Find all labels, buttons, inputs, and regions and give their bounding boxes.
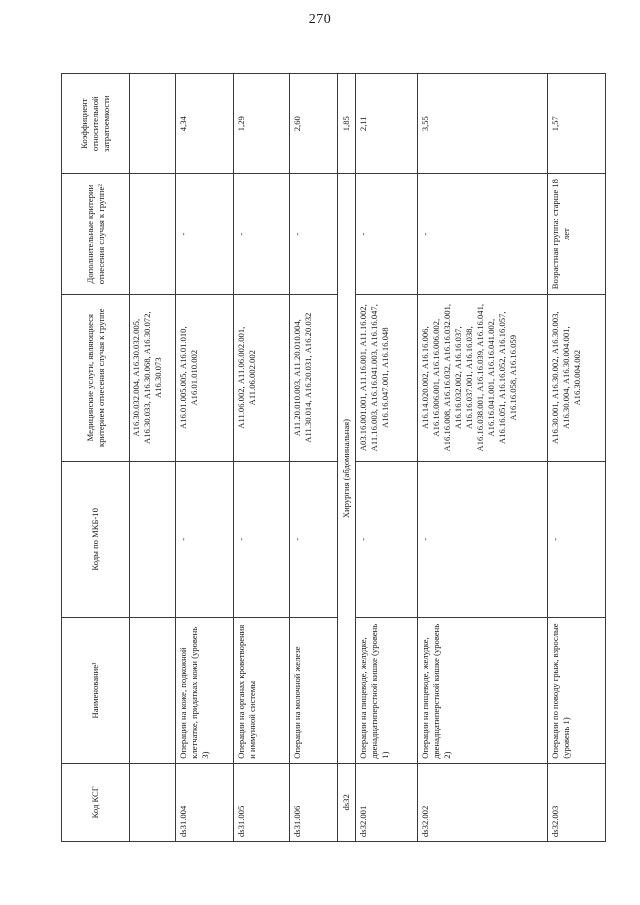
- cell-coef: 2,60: [290, 74, 338, 174]
- cell-services: А03.16.001.001, А11.16.001, А11.16.002, А11.16.003, А16.16.041.003, А16.16.047, А16.16.047.001, А16.16.048: [356, 294, 418, 461]
- cell-mkb: -: [176, 461, 234, 618]
- cell-code: ds31.004: [176, 763, 234, 841]
- header-coef: Коэффициент относительной затратоемкости: [62, 74, 130, 174]
- cell-criteria: -: [356, 174, 418, 294]
- section-coef: 1,85: [338, 74, 356, 174]
- cell-services: А16.30.001, А16.30.002, А16.30.003, А16.30.004, А16.30.004.001, А16.30.004.002: [548, 294, 606, 461]
- cell-mkb: -: [290, 461, 338, 618]
- cell-services: А16.30.032.004, А16.30.032.005, А16.30.033, А16.30.068, А16.30.072, А16.30.073: [130, 294, 176, 461]
- cell-coef: 1,29: [234, 74, 290, 174]
- section-code: ds32: [338, 763, 356, 841]
- cell-name: Операции по поводу грыж, взрослые (уровень 1): [548, 618, 606, 764]
- rotated-table-container: [61, 73, 582, 842]
- cell-code: ds32.001: [356, 763, 418, 841]
- cell-services: А16.01.005.005, А16.01.010, А16.01.010.002: [176, 294, 234, 461]
- table-row: [290, 74, 338, 842]
- cell-coef: [130, 74, 176, 174]
- cell-code: ds32.003: [548, 763, 606, 841]
- table-row: [356, 74, 418, 842]
- continuation-row: [130, 74, 176, 842]
- cell-name: Операции на пищеводе, желудке, двенадцатиперстной кишке (уровень 1): [356, 618, 418, 764]
- section-title: Хирургия (абдоминальная): [338, 174, 356, 763]
- cell-code: [130, 763, 176, 841]
- section-row: [338, 74, 356, 842]
- page-number: 270: [308, 12, 332, 27]
- table-row: [234, 74, 290, 842]
- cell-criteria: [130, 174, 176, 294]
- cell-name: Операции на молочной железе: [290, 618, 338, 764]
- header-services: Медицинские услуги, являющиеся критерием отнесения случая к группе: [62, 294, 130, 461]
- cell-mkb: -: [418, 461, 548, 618]
- cell-name: Операции на органах кроветворения и иммунной системы: [234, 618, 290, 764]
- table-row: [548, 74, 606, 842]
- cell-mkb: -: [356, 461, 418, 618]
- cell-services: А16.14.020.002, А16.16.006, А16.16.006.001, А16.16.006.002, А16.16.008, А16.16.032, А16.16.032.001, А16.16.032.002, А16.16.037, А16.16.037.001, А16.16.038, А16.16.038.001, А16.16.039, А16.16.041, А16.16.041.001, А16.16.041.002, А16.16.051, А16.16.052, А16.16.057, А16.16.058, А16.16.059: [418, 294, 548, 461]
- table-row: [176, 74, 234, 842]
- ksg-table: [61, 73, 606, 842]
- cell-coef: 4,34: [176, 74, 234, 174]
- cell-services: А11.20.010.003, А11.20.010.004, А11.30.014, А16.20.031, А16.20.032: [290, 294, 338, 461]
- cell-services: А11.06.002, А11.06.002.001, А11.06.002.002: [234, 294, 290, 461]
- header-name: Наименование¹: [62, 618, 130, 764]
- cell-criteria: -: [234, 174, 290, 294]
- cell-name: Операции на коже, подкожной клетчатке, придатках кожи (уровень 3): [176, 618, 234, 764]
- cell-mkb: [130, 461, 176, 618]
- cell-mkb: -: [548, 461, 606, 618]
- cell-name: Операции на пищеводе, желудке, двенадцатиперстной кишке (уровень 2): [418, 618, 548, 764]
- header-criteria: Дополнительные критерии отнесения случая к группе²: [62, 174, 130, 294]
- cell-criteria: -: [418, 174, 548, 294]
- cell-criteria: -: [176, 174, 234, 294]
- header-mkb: Коды по МКБ-10: [62, 461, 130, 618]
- cell-criteria: Возрастная группа: старше 18 лет: [548, 174, 606, 294]
- cell-code: ds31.006: [290, 763, 338, 841]
- table-header-row: [62, 74, 130, 842]
- cell-criteria: -: [290, 174, 338, 294]
- header-code: Код КСГ: [62, 763, 130, 841]
- cell-coef: 2,11: [356, 74, 418, 174]
- cell-code: ds32.002: [418, 763, 548, 841]
- cell-coef: 1,57: [548, 74, 606, 174]
- cell-name: [130, 618, 176, 764]
- cell-code: ds31.005: [234, 763, 290, 841]
- table-row: [418, 74, 548, 842]
- cell-mkb: -: [234, 461, 290, 618]
- cell-coef: 3,55: [418, 74, 548, 174]
